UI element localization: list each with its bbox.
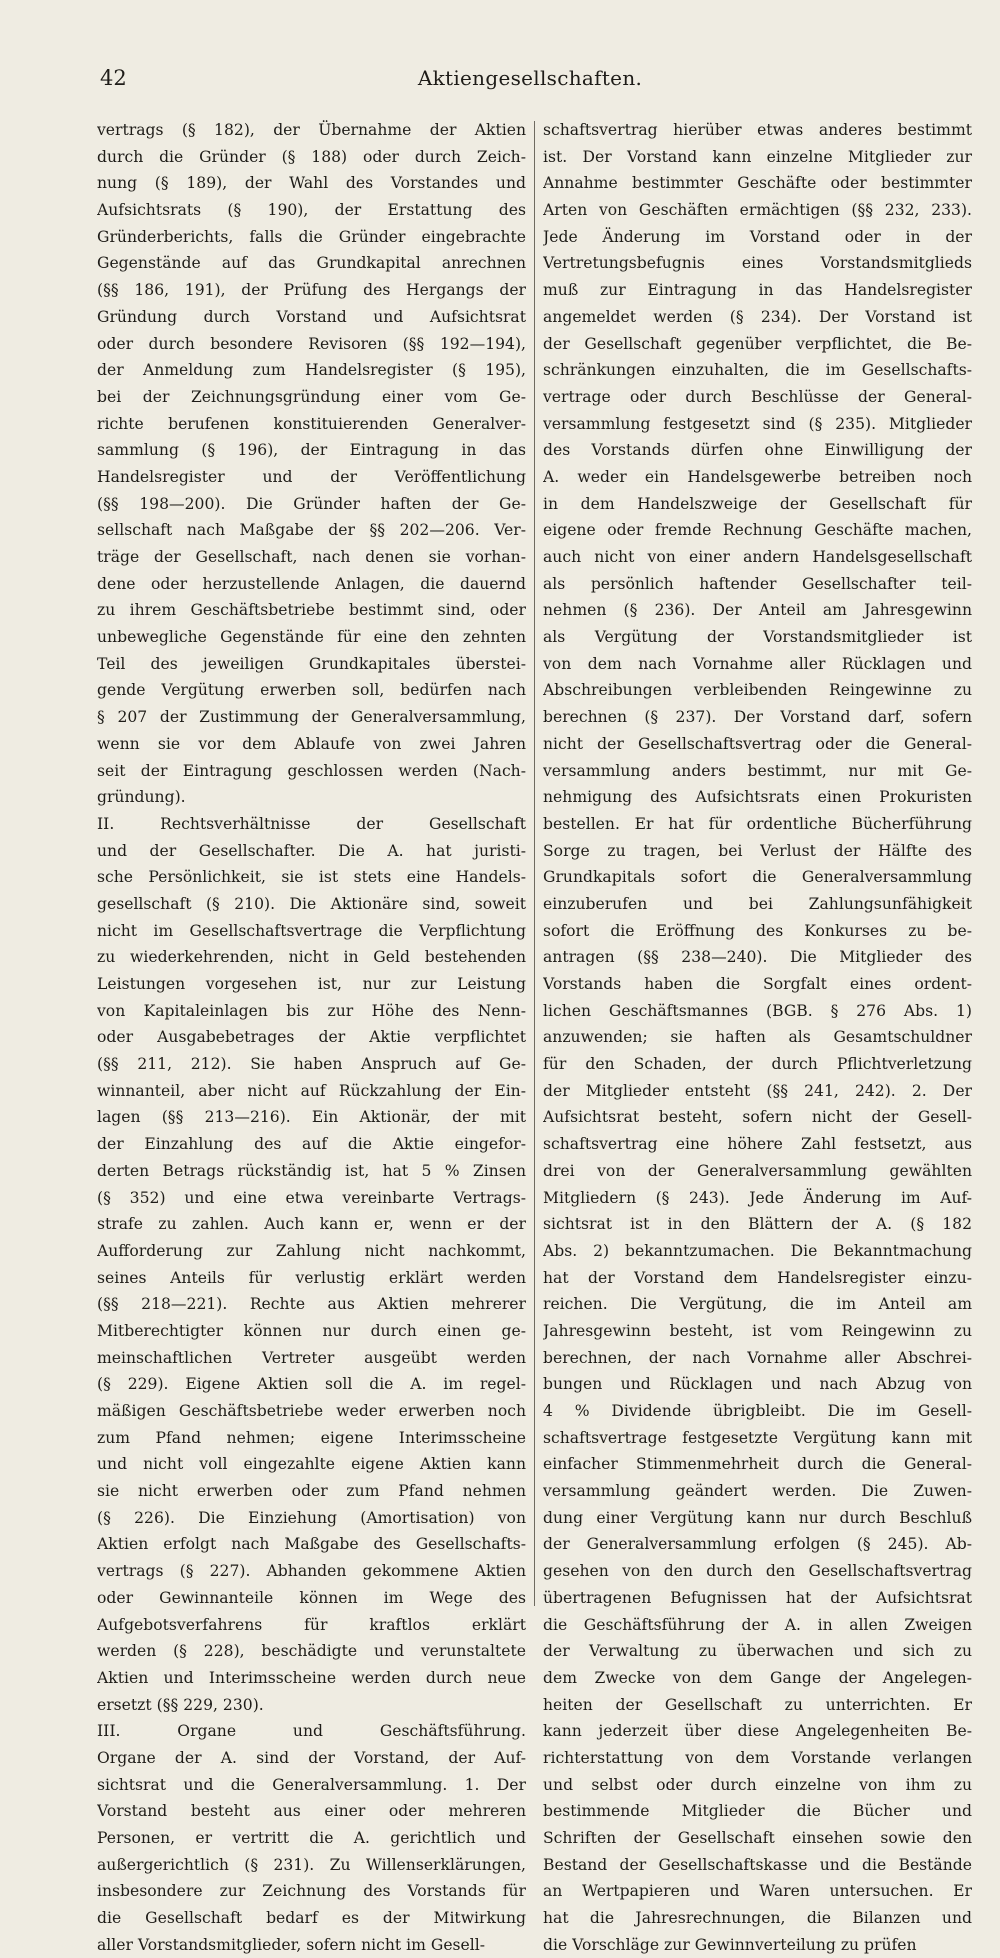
text-line: in dem Handelszweige der Gesellschaft für [543,494,972,513]
text-line: nung (§ 189), der Wahl des Vorstandes und [97,174,526,193]
text-line: schaftsvertrag hierüber etwas anderes bestimmt [543,121,972,139]
text-line: Gegenstände auf das Grundkapital anrechnen [97,254,526,273]
text-line: als persönlich haftender Gesellschafter teil- [543,574,972,593]
text-line: Schriften der Gesellschaft einsehen sowie den [543,1829,972,1847]
text-line: für den Schaden, der durch Pflichtverletzung [543,1055,972,1074]
text-line: der Gesellschaft gegenüber verpflichtet, die Be- [543,334,972,353]
text-line: Teil des jeweiligen Grundkapitales überstei- [97,654,526,673]
text-line: gende Vergütung erwerben soll, bedürfen nach [97,681,526,700]
text-line: Aktien erfolgt nach Maßgabe des Gesellschafts- [97,1535,526,1554]
text-line: Abschreibungen verbleibenden Reingewinne zu [543,681,972,700]
text-line: lichen Geschäftsmannes (BGB. § 276 Abs. 1) [543,1001,972,1020]
text-line: Mitberechtigter können nur durch einen ge- [97,1321,526,1340]
text-line: der Anmeldung zum Handelsregister (§ 195), [97,361,526,380]
text-line: winnanteil, aber nicht auf Rückzahlung der Ein- [97,1081,526,1100]
text-line: (§ 226). Die Einziehung (Amortisation) von [97,1508,526,1527]
text-line: oder durch besondere Revisoren (§§ 192—194), [97,334,526,353]
text-line: der Mitglieder entsteht (§§ 241, 242). 2. Der [543,1081,972,1100]
text-line: unbewegliche Gegenstände für eine den zehnten [97,628,526,647]
text-line: A. weder ein Handelsgewerbe betreiben noch [543,467,972,486]
text-line: gesehen von den durch den Gesellschaftsvertrag [543,1562,972,1581]
text-line: mäßigen Geschäftsbetriebe weder erwerben noch [97,1402,526,1420]
left-column [97,117,526,1958]
column-divider [534,121,535,1606]
text-line: reichen. Die Vergütung, die im Anteil am [543,1295,972,1314]
text-line: Vertretungsbefugnis eines Vorstandsmitglieds [543,254,972,273]
text-line: bei der Zeichnungsgründung einer vom Ge- [97,387,526,406]
text-line: bestimmende Mitglieder die Bücher und [543,1802,972,1821]
text-line: § 207 der Zustimmung der Generalversammlung, [97,708,526,727]
text-line: Handelsregister und der Veröffentlichung [97,467,526,486]
text-line: Abs. 2) bekanntzumachen. Die Bekanntmachung [543,1241,972,1260]
text-line: anzuwenden; sie haften als Gesamtschuldner [543,1028,972,1047]
text-line: (§ 229). Eigene Aktien soll die A. im regel- [97,1375,526,1394]
text-line: gründung). [97,788,186,807]
text-line: derten Betrags rückständig ist, hat 5 % Zinsen [97,1161,526,1180]
text-line: des Vorstands dürfen ohne Einwilligung der [543,441,972,460]
text-line: Organe der A. sind der Vorstand, der Auf- [97,1748,526,1767]
text-line: Arten von Geschäften ermächtigen (§§ 232, 233). [543,201,972,220]
text-line: strafe zu zahlen. Auch kann er, wenn er der [97,1215,526,1234]
text-line: Annahme bestimmter Geschäfte oder bestimmter [543,174,972,193]
text-line: schaftsvertrag eine höhere Zahl festsetzt, aus [543,1135,972,1154]
text-line: von Kapitaleinlagen bis zur Höhe des Nenn- [97,1001,526,1020]
text-line: Gründerberichts, falls die Gründer eingebrachte [97,227,526,246]
text-line: vertrags (§ 182), der Übernahme der Aktien [97,121,526,139]
text-line: meinschaftlichen Vertreter ausgeübt werden [97,1348,526,1367]
text-line: die Gesellschaft bedarf es der Mitwirkung [97,1909,526,1928]
text-line: richte berufenen konstituierenden Generalver- [97,414,526,433]
text-line: Mitgliedern (§ 243). Jede Änderung im Auf- [543,1188,972,1207]
text-line: und der Gesellschafter. Die A. hat juristi- [97,841,526,860]
text-line: von dem nach Vornahme aller Rücklagen und [543,654,972,673]
text-line: berechnen, der nach Vornahme aller Abschrei- [543,1348,972,1367]
text-line: zu wiederkehrenden, nicht in Geld bestehenden [97,948,526,967]
text-line: (§§ 211, 212). Sie haben Anspruch auf Ge- [97,1055,526,1074]
text-line: nicht der Gesellschaftsvertrag oder die General- [543,734,972,753]
running-title: Aktiengesellschaften. [417,66,643,90]
text-line: berechnen (§ 237). Der Vorstand darf, sofern [543,708,972,727]
text-line: einfacher Stimmenmehrheit durch die General- [543,1455,972,1474]
text-line: sammlung (§ 196), der Eintragung in das [97,441,526,460]
text-line: nicht im Gesellschaftsvertrage die Verpflichtung [97,921,526,940]
text-line: vertrage oder durch Beschlüsse der General- [543,387,972,406]
text-line: hat die Jahresrechnungen, die Bilanzen und [543,1909,972,1928]
text-line: eigene oder fremde Rechnung Geschäfte machen, [543,521,972,540]
text-line: 4 % Dividende übrigbleibt. Die im Gesell- [543,1402,972,1420]
text-line: der Einzahlung des auf die Aktie eingefor- [97,1135,526,1154]
text-line: werden (§ 228), beschädigte und verunstaltete [97,1642,526,1661]
running-head [100,66,960,94]
text-line: zu ihrem Geschäftsbetriebe bestimmt sind, oder [97,601,526,620]
text-line: dem Zwecke von dem Gange der Angelegen- [543,1668,972,1687]
text-line: Leistungen vorgesehen ist, nur zur Leistung [97,975,526,993]
text-line: heiten der Gesellschaft zu unterrichten. Er [543,1695,972,1714]
text-line: Gründung durch Vorstand und Aufsichtsrat [97,307,526,326]
text-line: (§§ 218—221). Rechte aus Aktien mehrerer [97,1295,526,1314]
text-line: Personen, er vertritt die A. gerichtlich und [97,1829,526,1847]
text-line: sche Persönlichkeit, sie ist stets eine Handels- [97,868,526,887]
text-line: gesellschaft (§ 210). Die Aktionäre sind, soweit [97,894,526,913]
text-line: ersetzt (§§ 229, 230). [97,1695,264,1714]
text-line: Aufgebotsverfahrens für kraftlos erklärt [97,1615,526,1634]
text-line: sie nicht erwerben oder zum Pfand nehmen [97,1482,526,1501]
text-line: insbesondere zur Zeichnung des Vorstands für [97,1882,526,1901]
text-line: Vorstands haben die Sorgfalt eines ordent- [543,975,972,993]
text-line: drei von der Generalversammlung gewählten [543,1161,972,1180]
text-line: oder Gewinnanteile können im Wege des [97,1588,526,1607]
text-line: der Generalversammlung erfolgen (§ 245). Ab- [543,1535,972,1554]
text-columns [97,117,972,1954]
text-line: antragen (§§ 238—240). Die Mitglieder des [543,948,972,967]
text-line: wenn sie vor dem Ablaufe von zwei Jahren [97,734,526,753]
text-line: außergerichtlich (§ 231). Zu Willenserklärungen, [97,1855,526,1874]
text-line: dene oder herzustellende Anlagen, die dauernd [97,574,526,593]
text-line: versammlung geändert werden. Die Zuwen- [543,1482,972,1501]
text-line: einzuberufen und bei Zahlungsunfähigkeit [543,894,972,913]
text-line: zum Pfand nehmen; eigene Interimsscheine [97,1428,526,1447]
right-column [543,117,972,1958]
page-number: 42 [100,66,127,90]
text-line: sofort die Eröffnung des Konkurses zu be- [543,921,972,940]
text-line: richterstattung von dem Vorstande verlangen [543,1748,972,1767]
text-line: seines Anteils für verlustig erklärt werden [97,1268,526,1287]
text-line: auch nicht von einer andern Handelsgesellschaft [543,548,972,566]
text-line: Grundkapitals sofort die Generalversammlung [543,868,972,887]
text-line: sellschaft nach Maßgabe der §§ 202—206. Ver- [97,521,526,540]
text-line: Bestand der Gesellschaftskasse und die Bestände [543,1855,972,1874]
text-line: durch die Gründer (§ 188) oder durch Zeich- [97,147,526,166]
text-line: dung einer Vergütung kann nur durch Beschluß [543,1508,972,1527]
text-line: bungen und Rücklagen und nach Abzug von [543,1375,972,1394]
text-line: sichtsrat und die Generalversammlung. 1. Der [97,1775,526,1794]
text-line: (§§ 198—200). Die Gründer haften der Ge- [97,494,526,513]
text-line: schaftsvertrage festgesetzte Vergütung kann mit [543,1428,972,1447]
text-line: vertrags (§ 227). Abhanden gekommene Aktien [97,1562,526,1581]
text-line: seit der Eintragung geschlossen werden (Nach- [97,761,526,780]
text-line: (§ 352) und eine etwa vereinbarte Vertrags- [97,1188,526,1207]
text-line: bestellen. Er hat für ordentliche Bücherführung [543,814,972,833]
text-line: nehmen (§ 236). Der Anteil am Jahresgewinn [543,601,972,620]
text-line: und selbst oder durch einzelne von ihm zu [543,1775,972,1794]
text-line: (§§ 186, 191), der Prüfung des Hergangs der [97,281,526,300]
text-line: ist. Der Vorstand kann einzelne Mitglieder zur [543,147,972,166]
text-line: kann jederzeit über diese Angelegenheiten Be- [543,1722,972,1741]
text-line: Aktien und Interimsscheine werden durch neue [97,1668,526,1687]
text-line: Jede Änderung im Vorstand oder in der [543,227,972,246]
text-line: versammlung anders bestimmt, nur mit Ge- [543,761,972,780]
text-line: II. Rechtsverhältnisse der Gesellschaft [97,814,526,833]
text-line: aller Vorstandsmitglieder, sofern nicht im Gesell- [97,1935,486,1954]
text-line: übertragenen Befugnissen hat der Aufsichtsrat [543,1588,972,1607]
text-line: lagen (§§ 213—216). Ein Aktionär, der mit [97,1108,526,1127]
text-line: träge der Gesellschaft, nach denen sie vorhan- [97,548,526,566]
text-line: als Vergütung der Vorstandsmitglieder ist [543,628,972,647]
text-line: schränkungen einzuhalten, die im Gesellschafts- [543,361,972,380]
text-line: angemeldet werden (§ 234). Der Vorstand ist [543,307,972,326]
text-line: Sorge zu tragen, bei Verlust der Hälfte des [543,841,972,860]
text-line: Aufsichtsrats (§ 190), der Erstattung des [97,201,526,220]
text-line: der Verwaltung zu überwachen und sich zu [543,1642,972,1661]
text-line: Jahresgewinn besteht, ist vom Reingewinn zu [543,1321,972,1340]
text-line: nehmigung des Aufsichtsrats einen Prokuristen [543,788,972,807]
text-line: Aufsichtsrat besteht, sofern nicht der Gesell- [543,1108,972,1127]
text-line: muß zur Eintragung in das Handelsregister [543,281,972,300]
text-line: Vorstand besteht aus einer oder mehreren [97,1802,526,1821]
text-line: an Wertpapieren und Waren untersuchen. Er [543,1882,972,1901]
text-line: die Geschäftsführung der A. in allen Zweigen [543,1615,972,1634]
text-line: versammlung festgesetzt sind (§ 235). Mitglieder [543,414,972,433]
text-line: oder Ausgabebetrages der Aktie verpflichtet [97,1028,526,1047]
text-line: hat der Vorstand dem Handelsregister einzu- [543,1268,972,1287]
text-line: und nicht voll eingezahlte eigene Aktien kann [97,1455,526,1474]
text-line: sichtsrat ist in den Blättern der A. (§ 182 [543,1215,972,1234]
text-line: III. Organe und Geschäftsführung. [97,1722,526,1741]
text-line: Aufforderung zur Zahlung nicht nachkommt, [97,1241,526,1260]
text-line: die Vorschläge zur Gewinnverteilung zu prüfen [543,1935,917,1954]
